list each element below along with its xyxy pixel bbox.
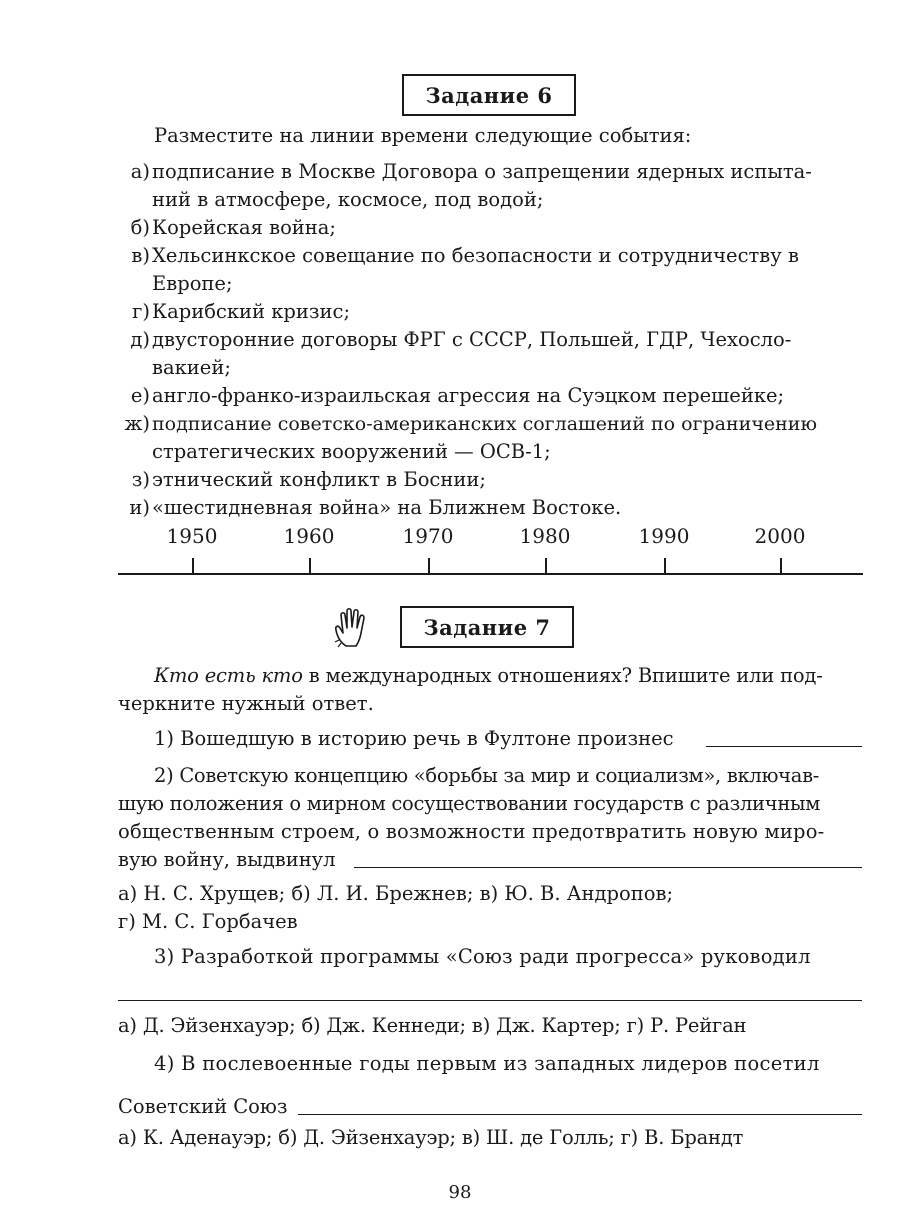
question-2-options: а) Н. С. Хрущев; б) Л. И. Брежнев; в) Ю. В. Андропов;	[118, 882, 674, 905]
item-marker: з)	[131, 468, 150, 491]
item-text: англо-франко-израильская агрессия на Суэцком перешейке;	[152, 384, 785, 407]
item-marker: а)	[130, 160, 150, 183]
item-text-cont: ний в атмосфере, космосе, под водой;	[152, 188, 544, 211]
answer-field-2[interactable]	[354, 867, 862, 868]
item-text: «шестидневная война» на Ближнем Востоке.	[152, 496, 622, 519]
question-3-options: а) Д. Эйзенхауэр; б) Дж. Кеннеди; в) Дж. Картер; г) Р. Рейган	[118, 1014, 747, 1037]
timeline-year-label: 1950	[166, 524, 218, 548]
item-marker: г)	[132, 300, 150, 323]
item-marker: в)	[131, 244, 150, 267]
question-2-options-cont: г) М. С. Горбачев	[118, 910, 298, 933]
timeline-tick	[309, 558, 311, 574]
item-text-cont: Европе;	[152, 272, 233, 295]
task-7-title	[400, 606, 574, 648]
timeline[interactable]	[118, 520, 863, 580]
task-6-item-e	[114, 382, 864, 410]
task-7-intro-rest: в международных отношениях? Впишите или под-	[302, 664, 823, 687]
item-text: Корейская война;	[152, 216, 336, 239]
task-7-title-text: Задание 7	[423, 614, 551, 640]
timeline-tick	[192, 558, 194, 574]
timeline-axis	[118, 573, 863, 575]
item-marker: б)	[130, 216, 150, 239]
timeline-tick	[780, 558, 782, 574]
task-7-intro-cont: черкните нужный ответ.	[118, 692, 374, 715]
task-6-item-z	[114, 466, 864, 494]
item-text: двусторонние договоры ФРГ с СССР, Польшей, ГДР, Чехосло-	[152, 328, 792, 351]
task-6-item-zh	[114, 410, 864, 466]
item-text-cont: стратегических вооружений — ОСВ-1;	[152, 440, 551, 463]
question-2-line-4: вую войну, выдвинул	[118, 848, 336, 871]
timeline-tick	[664, 558, 666, 574]
page-number: 98	[448, 1182, 472, 1203]
item-marker: д)	[130, 328, 150, 351]
question-2-line-3: общественным строем, о возможности предотвратить новую миро-	[118, 820, 825, 843]
timeline-year-label: 1970	[402, 524, 454, 548]
question-4-line-1: 4) В послевоенные годы первым из западных лидеров посетил	[154, 1052, 820, 1075]
question-2-line-2: шую положения о мирном сосуществовании государств с различным	[118, 792, 821, 815]
task-6-item-g	[114, 298, 864, 326]
timeline-tick	[428, 558, 430, 574]
item-text: подписание в Москве Договора о запрещении ядерных испыта-	[152, 160, 812, 183]
question-1: 1) Вошедшую в историю речь в Фултоне произнес	[154, 727, 674, 750]
task-6-item-d	[114, 326, 864, 382]
answer-field-4[interactable]	[298, 1114, 862, 1115]
task-6-item-a	[114, 158, 864, 214]
item-marker: е)	[130, 384, 150, 407]
timeline-year-label: 1980	[519, 524, 571, 548]
answer-field-1[interactable]	[706, 746, 862, 747]
timeline-year-label: 2000	[754, 524, 806, 548]
task-6-title-text: Задание 6	[425, 82, 553, 108]
timeline-year-label: 1960	[283, 524, 335, 548]
answer-field-3[interactable]	[118, 1000, 862, 1001]
item-text: Хельсинкское совещание по безопасности и сотрудничеству в	[152, 244, 799, 267]
task-7-intro-italic: Кто есть кто	[154, 664, 303, 687]
task-6-title	[402, 74, 576, 116]
question-3: 3) Разработкой программы «Союз ради прогресса» руководил	[154, 945, 811, 968]
item-text: подписание советско-американских соглашений по ограничению	[152, 413, 817, 435]
timeline-tick	[545, 558, 547, 574]
timeline-year-label: 1990	[638, 524, 690, 548]
item-text: этнический конфликт в Боснии;	[152, 468, 486, 491]
task-7-intro	[154, 662, 823, 690]
item-marker: и)	[129, 496, 150, 519]
task-6-item-i	[114, 494, 864, 522]
question-2-line-1: 2) Советскую концепцию «борьбы за мир и социализм», включав-	[154, 764, 820, 787]
hand-icon	[332, 606, 372, 650]
question-4-options: а) К. Аденауэр; б) Д. Эйзенхауэр; в) Ш. де Голль; г) В. Брандт	[118, 1126, 744, 1149]
task-6-item-b	[114, 214, 864, 242]
item-text-cont: вакией;	[152, 356, 231, 379]
item-text: Карибский кризис;	[152, 300, 351, 323]
question-4-line-2: Советский Союз	[118, 1095, 288, 1118]
task-6-item-v	[114, 242, 864, 298]
item-marker: ж)	[124, 412, 150, 435]
task-6-intro: Разместите на линии времени следующие события:	[154, 124, 692, 147]
